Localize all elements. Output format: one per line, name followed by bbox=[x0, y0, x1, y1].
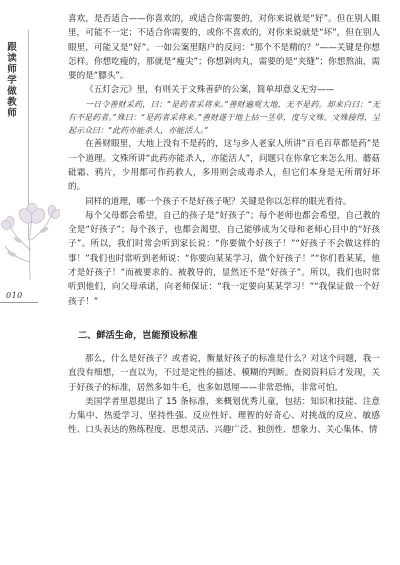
paragraph-3: 在善财眼里，大地上没有不是药的，这与乡人老家人所讲“百毛百草都是药”是一个道理。文殊所讲“此药亦能杀人，亦能活人”，问题只在你拿它来怎么用。蘑菇砒霜、鸦片，少用都可作药救人，多用则会成毒杀人，但它们本身是无所谓好坏的。 bbox=[68, 139, 380, 193]
flower-decoration-icon bbox=[0, 180, 60, 280]
book-title: 跟读师学做教师 bbox=[7, 42, 17, 119]
page-number-rule bbox=[0, 302, 38, 303]
quote-block: 一日令善财采药，曰：“是药者采将来。”善财遍观大地，无不是药。却来白曰：“无有不是药者。”殊曰：“是药者采将来。”善财遂于地上拈一茎草，度与文殊。文殊接得，呈起示众曰：“此药亦能杀人，亦能活人。” bbox=[68, 99, 380, 136]
page-body bbox=[68, 12, 380, 438]
page-number: 010 bbox=[6, 291, 23, 300]
paragraph-7: 美国学者里恩提出了 15 条标准，来概划优秀儿童，包括：知识和技能、注意力集中、热爱学习、坚持性强、反应性好、理智的好奇心、对挑战的反应、敏感性、口头表达的熟练程度、思想灵活、兴趣广泛、独创性、想象力、关心集体、情 bbox=[68, 396, 380, 436]
paragraph-1: 喜欢，是否适合——你喜欢的，或适合你需要的，对你来说就是“好”。但在别人眼里，可能不一定；不适合你需要的，或你不喜欢的，对你来说就是“坏”，但在别人眼里，可能又是“好”。一如公案里瞎户的反问：“那个不是精的？”——关键是你想怎样。你想吃瘦的，那就是“瘦尖”；你想剁肉丸，需要的是“夹缝”；你想熬油，需要的是“膘头”。 bbox=[68, 14, 380, 82]
paragraph-6: 那么，什么是好孩子？或者说，衡量好孩子的标准是什么？对这个问题，我一直没有细想，一直以为，不过是定性的描述、模糊的判断。查阅资料后才发现，关于好孩子的标准，居然多如牛毛，也多如恩厘——非常恐怖，非常可怕。 bbox=[68, 353, 380, 393]
section-heading: 二、鲜活生命，岂能预设标准 bbox=[78, 329, 198, 341]
paragraph-4: 同样的道理，哪一个孩子不是好孩子呢？关键是你以怎样的眼光看待。 bbox=[85, 196, 352, 207]
paragraph-5: 每个父母都会希望，自己的孩子是“好孩子”；每个老师也都会希望，自己教的全是“好孩子”；每个孩子，也都会渴望，自己能够成为父母和老师心目中的“好孩子”。所以，我们时常会听到家长说：“你要做个好孩子！”“好孩子不会做这样的事！”我们也时常听到老师说：“你要向某某学习，做个好孩子！”“你们看某某，他才是好孩子！”而被要求的、被教导的，显然还不是“好孩子”。所以，我们也时常听到他们，向父母承诺，向老师保证：“我一定要向某某学习！”“我保证做一个好孩子！” bbox=[68, 210, 380, 307]
paragraph-2: 《五灯会元》里，有则关于文殊善萨的公案，简单却意义无穷—— bbox=[85, 85, 335, 96]
